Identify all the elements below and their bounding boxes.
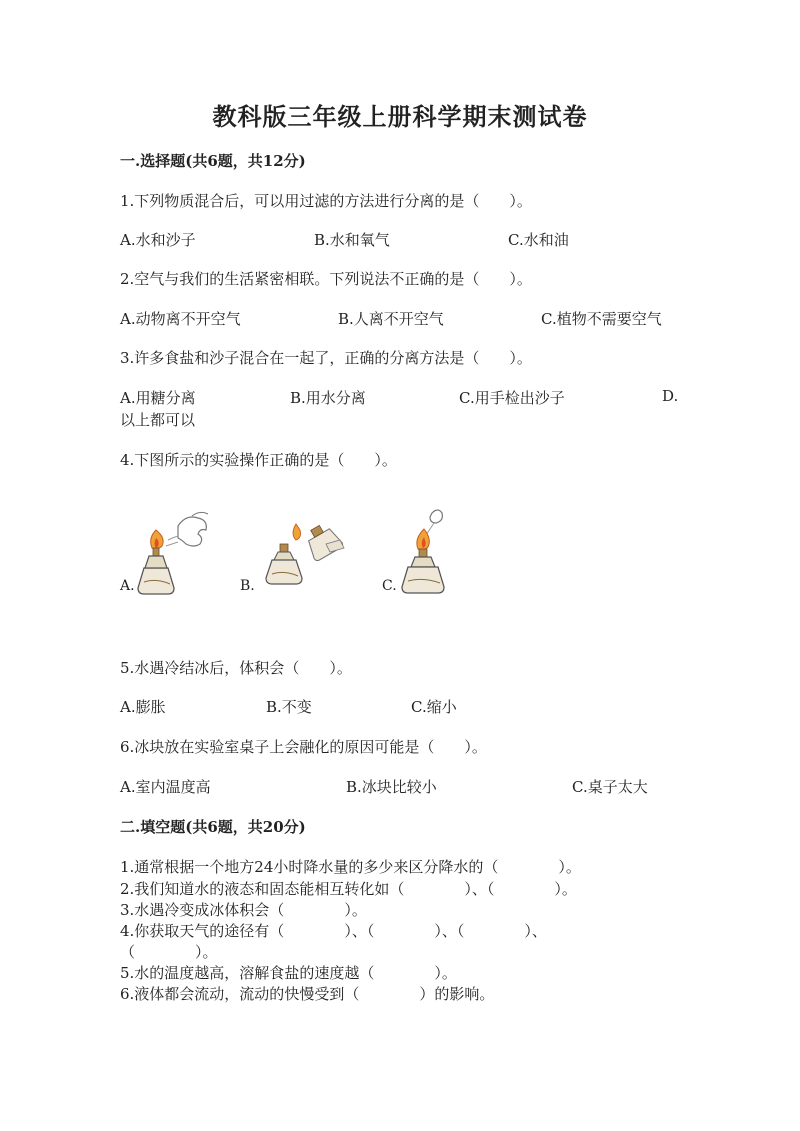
q2-option-b: B.人离不开空气: [338, 310, 444, 328]
q4-option-a: A.: [120, 578, 135, 594]
fill-line-3: 3.水遇冷变成冰体积会（ ）。: [120, 901, 367, 919]
q3-option-c: C.用手检出沙子: [459, 389, 565, 407]
q3-option-a: A.用糖分离: [120, 389, 196, 407]
q3-option-d-label: D.: [662, 387, 679, 405]
question-6: 6.冰块放在实验室桌子上会融化的原因可能是（ ）。: [120, 738, 487, 756]
fill-line-4-cont: （ ）。: [120, 943, 218, 961]
section-heading-fill: 二.填空题(共6题，共20分): [120, 818, 306, 836]
alcohol-lamp-lighting-from-lamp-icon: [264, 514, 354, 592]
question-3: 3.许多食盐和沙子混合在一起了，正确的分离方法是（ ）。: [120, 349, 532, 367]
q3-option-b: B.用水分离: [290, 389, 366, 407]
q2-option-a: A.动物离不开空气: [120, 310, 241, 328]
fill-line-6: 6.液体都会流动，流动的快慢受到（ ）的影响。: [120, 985, 495, 1003]
q1-option-a: A.水和沙子: [120, 231, 196, 249]
q6-option-a: A.室内温度高: [120, 778, 211, 796]
q4-option-c: C.: [382, 578, 397, 594]
q6-option-c: C.桌子太大: [572, 778, 648, 796]
question-1: 1.下列物质混合后，可以用过滤的方法进行分离的是（ ）。: [120, 192, 532, 210]
q1-option-b: B.水和氧气: [314, 231, 390, 249]
question-5: 5.水遇冷结冰后，体积会（ ）。: [120, 659, 352, 677]
fill-line-2: 2.我们知道水的液态和固态能相互转化如（ ）、（ ）。: [120, 880, 577, 898]
page-title: 教科版三年级上册科学期末测试卷: [212, 102, 588, 131]
question-4: 4.下图所示的实验操作正确的是（ ）。: [120, 451, 397, 469]
q1-option-c: C.水和油: [508, 231, 569, 249]
fill-line-1: 1.通常根据一个地方24小时降水量的多少来区分降水的（ ）。: [120, 858, 581, 876]
q6-option-b: B.冰块比较小: [346, 778, 437, 796]
q5-option-c: C.缩小: [411, 698, 457, 716]
q2-option-c: C.植物不需要空气: [541, 310, 662, 328]
fill-line-4: 4.你获取天气的途径有（ ）、（ ）、（ ）、: [120, 922, 547, 940]
q3-option-d-text: 以上都可以: [120, 411, 196, 429]
q4-option-b: B.: [240, 578, 255, 594]
q5-option-b: B.不变: [266, 698, 312, 716]
fill-line-5: 5.水的温度越高，溶解食盐的速度越（ ）。: [120, 964, 457, 982]
alcohol-lamp-blowing-icon: [134, 508, 214, 603]
section-heading-choice: 一.选择题(共6题，共12分): [120, 152, 306, 170]
q5-option-a: A.膨胀: [120, 698, 166, 716]
alcohol-lamp-cap-icon: [398, 505, 458, 600]
question-2: 2.空气与我们的生活紧密相联。下列说法不正确的是（ ）。: [120, 270, 532, 288]
